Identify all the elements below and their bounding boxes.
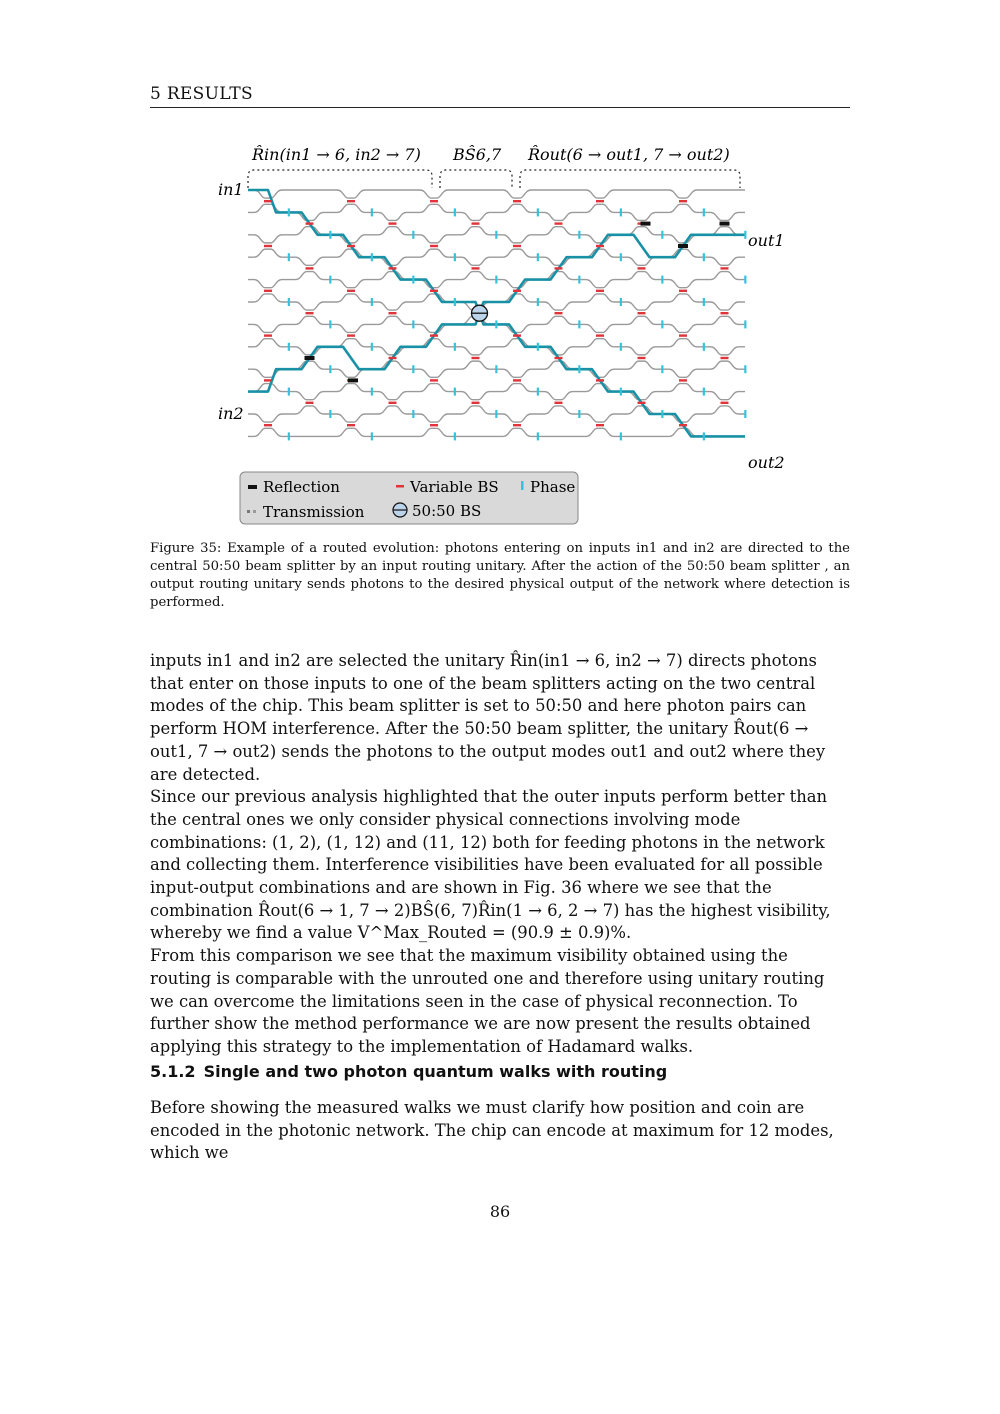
phase-marker [371,388,373,396]
variable-bs-marker [638,267,646,269]
variable-bs-marker [721,312,729,314]
variable-bs-marker [596,245,604,247]
phase-marker [412,276,414,284]
phase-marker [495,276,497,284]
section-heading [150,1062,850,1081]
variable-bs-marker [306,267,314,269]
variable-bs-marker [389,267,397,269]
variable-bs-marker [306,222,314,224]
variable-bs-marker [306,312,314,314]
routed-path [248,190,745,436]
phase-marker [288,298,290,306]
waveguide [248,190,745,198]
reflection-marker [641,222,651,226]
unitary-bracket [520,170,740,188]
variable-bs-marker [638,402,646,404]
phase-marker [537,253,539,261]
variable-bs-marker [596,290,604,292]
waveguide-mesh [248,190,745,436]
variable-bs-marker [430,424,438,426]
legend-bs5050: 50:50 BS [412,502,482,520]
reflection-marker [720,222,730,226]
phase-marker [661,410,663,418]
variable-bs-marker [430,200,438,202]
phase-marker [329,320,331,328]
phase-marker [620,298,622,306]
phase-marker [329,410,331,418]
phase-marker [661,320,663,328]
phase-marker [288,253,290,261]
variable-bs-marker [389,222,397,224]
phase-marker [288,388,290,396]
phase-marker [661,276,663,284]
body-text [150,650,850,1059]
phase-marker [578,276,580,284]
unitary-brackets [248,170,740,188]
phase-marker [744,410,746,418]
legend [240,472,578,524]
variable-bs-marker [347,334,355,336]
variable-bs-marker [679,334,687,336]
variable-bs-marker [513,424,521,426]
phase-marker [329,276,331,284]
reflection-marker [305,356,315,360]
phase-marker [537,432,539,440]
variable-bs-marker [596,200,604,202]
variable-bs-marker [679,200,687,202]
variable-bs-marker [596,424,604,426]
reflection-swatch [248,485,257,489]
phase-marker [371,343,373,351]
bs5050-icon [393,503,407,517]
phase-marker [703,253,705,261]
phase-marker [495,365,497,373]
page-number: 86 [489,1202,511,1221]
phase-marker [744,365,746,373]
rin-label: R̂in(in1 → 6, in2 → 7) [252,145,421,164]
section-number: 5.1.2 [150,1062,196,1081]
legend-variable-bs: Variable BS [410,478,499,496]
phase-marker [661,365,663,373]
paragraph: From this comparison we see that the maximum visibility obtained using the routing is comparable with the unrouted one and therefore using unitary routing we can overcome the limitations seen in the case of physical reconnection. To further show the method performance we are now present the results obtained applying this strategy to the implementation of Hadamard walks. [150,946,825,1056]
variable-bs-marker [264,290,272,292]
variable-bs-marker [347,424,355,426]
waveguide [248,428,745,436]
variable-bs-marker [430,290,438,292]
paragraph: inputs in1 and in2 are selected the unitary R̂in(in1 → 6, in2 → 7) directs photons that enter on those inputs to one of the beam splitters acting on the two central modes of the chip. This beam splitter is set to 50:50 and here photon pairs can perform HOM interference. After the 50:50 beam splitter, the unitary R̂out(6 → out1, 7 → out2) sends the photons to the output modes out1 and out2 where they are detected. [150,651,826,784]
phase-marker [578,410,580,418]
variable-bs-marker [555,222,563,224]
variable-bs-marker [347,290,355,292]
variable-bs-marker [472,357,480,359]
body-text-final [150,1097,850,1165]
variable-bs-marker [472,402,480,404]
variable-bs-marker [264,200,272,202]
reflection-marker [348,378,358,382]
phase-marker [578,365,580,373]
phase-marker [371,432,373,440]
legend-phase: Phase [530,478,576,496]
phase-marker [495,410,497,418]
phase-marker [412,365,414,373]
phase-marker [288,432,290,440]
phase-marker [703,388,705,396]
phase-marker [412,231,414,239]
variable-bs-marker [347,245,355,247]
waveguide [248,384,745,400]
phase-marker [371,298,373,306]
variable-bs-marker [596,379,604,381]
variable-bs-marker [389,402,397,404]
phase-swatch [521,481,524,490]
transmission-swatch [247,510,250,513]
variable-bs-marker [347,200,355,202]
figure-35 [200,140,800,530]
variable-bs-marker [513,245,521,247]
in1-label: in1 [218,180,244,199]
phase-marker [454,388,456,396]
unitary-bracket [440,170,512,188]
phase-marker [329,365,331,373]
variable-bs-marker [555,312,563,314]
phase-marker [703,208,705,216]
phase-marker [578,320,580,328]
variable-bs-marker [389,357,397,359]
legend-reflection: Reflection [263,478,340,496]
phase-marker [454,432,456,440]
phase-marker [454,343,456,351]
routed-photon-paths [248,190,745,436]
phase-marker [537,388,539,396]
phase-marker [288,208,290,216]
variable-bs-marker [555,267,563,269]
phase-marker [454,208,456,216]
routing-network-diagram [200,140,800,530]
variable-bs-marker [638,357,646,359]
phase-marker [744,276,746,284]
phase-marker [703,432,705,440]
phase-marker [495,320,497,328]
phase-marker [620,343,622,351]
phase-marker [703,343,705,351]
phase-marker [744,320,746,328]
variable-bs-marker [513,200,521,202]
variable-bs-marker [679,379,687,381]
phase-marker [744,231,746,239]
variable-bs-marker [679,424,687,426]
variable-bs-marker [472,267,480,269]
variable-bs-marker [555,402,563,404]
legend-transmission: Transmission [263,503,365,521]
variable-bs-marker [472,222,480,224]
section-title: Single and two photon quantum walks with routing [203,1062,668,1081]
phase-marker [412,410,414,418]
variable-bs-marker [430,379,438,381]
variable-bs-marker [430,245,438,247]
variable-bs-marker [306,402,314,404]
variable-bs-marker [389,312,397,314]
variable-bs-marker [264,245,272,247]
phase-marker [703,298,705,306]
variable-bs-marker [513,290,521,292]
phase-marker [620,208,622,216]
figure-caption: Figure 35: Example of a routed evolution: photons entering on inputs in1 and in2 are directed to the central 50:50 beam splitter by an input routing unitary. After the action of the 50:50 beam splitter , an output routing unitary sends photons to the desired physical output of the network where detection is performed. [150,541,850,610]
phase-marker [454,298,456,306]
variable-bs-marker [679,290,687,292]
phase-marker [620,432,622,440]
out2-label: out2 [748,453,785,472]
phase-marker [371,253,373,261]
bs-label: BŜ6,7 [453,145,502,164]
variable-bs-marker [264,424,272,426]
paragraph: Since our previous analysis highlighted that the outer inputs perform better than the central ones we only consider physical connections involving mode combinations: (1, 2), (1, 12) and (11, 12) both for feeding photons in the network and collecting them. Interference visibilities have been evaluated for all possible input-output combinations and are shown in Fig. 36 where we see that the combination R̂out(6 → 1, 7 → 2)BŜ(6, 7)R̂in(1 → 6, 2 → 7) has the highest visibility, whereby we find a value V^Max_Routed = (90.9 ± 0.9)%. [150,787,831,943]
variable-bs-marker [555,357,563,359]
variable-bs-marker [264,379,272,381]
phase-marker [537,343,539,351]
phase-marker [537,208,539,216]
phase-marker [288,343,290,351]
phase-marker [454,253,456,261]
phase-marker [620,253,622,261]
rout-label: R̂out(6 → out1, 7 → out2) [528,145,730,164]
variable-bs-marker [430,334,438,336]
variable-bs-marker [721,267,729,269]
paragraph: Before showing the measured walks we must clarify how position and coin are encoded in the photonic network. The chip can encode at maximum for 12 modes, which we [150,1098,834,1163]
phase-marker [620,388,622,396]
phase-marker [412,320,414,328]
variable-bs-swatch [396,485,404,488]
variable-bs-marker [596,334,604,336]
phase-marker [495,231,497,239]
variable-bs-marker [264,334,272,336]
variable-bs-marker [513,379,521,381]
in2-label: in2 [218,404,244,423]
phase-marker [578,231,580,239]
unitary-bracket [248,170,432,188]
variable-bs-marker [721,357,729,359]
phase-marker [329,231,331,239]
phase-marker [537,298,539,306]
waveguide [248,204,745,220]
phase-marker [371,208,373,216]
reflection-marker [678,244,688,248]
variable-bs-marker [638,312,646,314]
running-header: 5 RESULTS [150,84,850,108]
variable-bs-marker [513,334,521,336]
phase-marker [661,231,663,239]
variable-bs-marker [721,402,729,404]
out1-label: out1 [748,231,785,250]
